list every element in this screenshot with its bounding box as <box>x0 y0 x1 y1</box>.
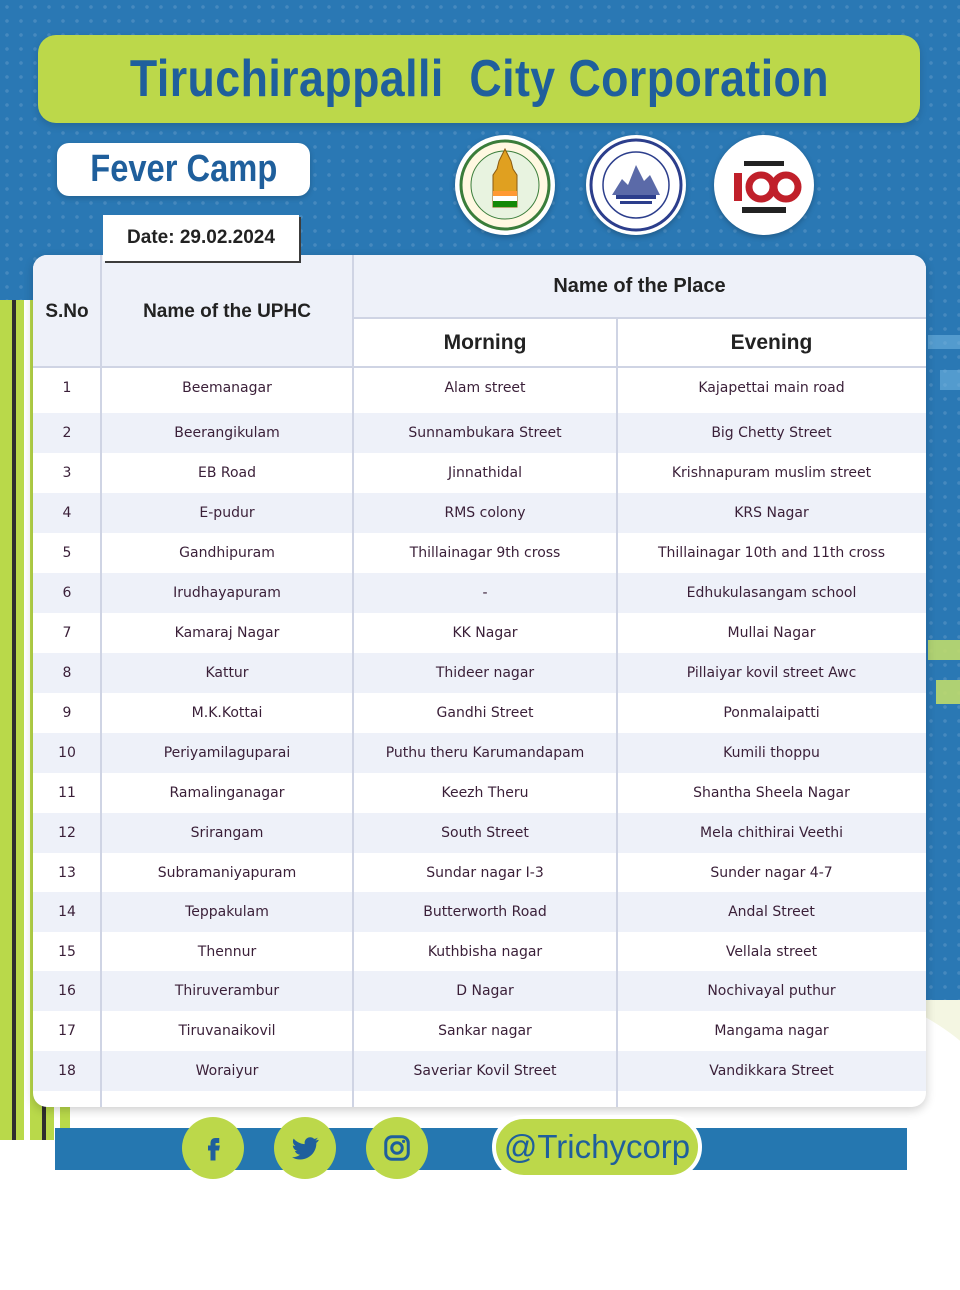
cell-evening: Nochivayal puthur <box>707 983 836 999</box>
kalaignar-100-icon <box>714 135 814 235</box>
subtitle-pill <box>57 143 310 196</box>
column-divider <box>352 255 354 1107</box>
table-row <box>33 1011 926 1051</box>
column-header-sno: S.No <box>45 300 89 322</box>
cell-evening: Shantha Sheela Nagar <box>693 785 850 801</box>
table-header <box>33 255 926 368</box>
table-row <box>33 853 926 893</box>
instagram-icon <box>382 1133 412 1163</box>
cell-evening: KRS Nagar <box>734 505 809 521</box>
table-row <box>33 773 926 813</box>
column-header-place: Name of the Place <box>553 274 726 297</box>
cell-evening: Ponmalaipatti <box>723 705 820 721</box>
facebook-icon <box>198 1133 228 1163</box>
cell-uphc: Kattur <box>205 665 249 681</box>
cell-uphc: Gandhipuram <box>179 545 275 561</box>
cell-morning: South Street <box>441 825 529 841</box>
cell-uphc: M.K.Kottai <box>191 705 263 721</box>
cell-evening: Edhukulasangam school <box>686 585 857 601</box>
cell-evening: Mangama nagar <box>714 1023 829 1039</box>
table-row <box>33 932 926 972</box>
column-divider <box>100 255 102 1107</box>
cell-evening: Mullai Nagar <box>727 625 816 641</box>
cell-morning: Puthu theru Karumandapam <box>385 745 585 761</box>
facebook-button[interactable] <box>182 1117 244 1179</box>
decorative-square <box>928 640 960 660</box>
cell-sno: 14 <box>58 904 76 920</box>
cell-uphc: Subramaniyapuram <box>157 865 297 881</box>
cell-morning: Keezh Theru <box>441 785 529 801</box>
cell-evening: Mela chithirai Veethi <box>700 825 843 841</box>
cell-morning: Gandhi Street <box>436 705 534 721</box>
table-row <box>33 573 926 613</box>
table-row <box>33 1051 926 1091</box>
cell-sno: 8 <box>62 665 72 681</box>
cell-morning: Butterworth Road <box>423 904 547 920</box>
cell-sno: 7 <box>62 625 72 641</box>
cell-evening: Sunder nagar 4-7 <box>710 865 833 881</box>
column-header-uphc: Name of the UPHC <box>143 300 311 322</box>
cell-sno: 6 <box>62 585 72 601</box>
cell-morning: Saveriar Kovil Street <box>413 1063 557 1079</box>
cell-sno: 9 <box>62 705 72 721</box>
instagram-button[interactable] <box>366 1117 428 1179</box>
cell-evening: Krishnapuram muslim street <box>671 465 872 481</box>
table-row <box>33 892 926 932</box>
table-row <box>33 368 926 408</box>
cell-uphc: Beemanagar <box>182 380 272 396</box>
cell-morning: - <box>482 585 488 601</box>
cell-sno: 17 <box>58 1023 76 1039</box>
cell-uphc: Tiruvanaikovil <box>178 1023 276 1039</box>
cell-sno: 1 <box>62 380 72 396</box>
cell-uphc: Srirangam <box>190 825 264 841</box>
social-handle: @Trichycorp <box>503 1128 691 1165</box>
table-row <box>33 453 926 493</box>
cell-uphc: EB Road <box>197 465 257 481</box>
cell-uphc: Thennur <box>197 944 257 960</box>
decorative-square <box>940 370 960 390</box>
cell-evening: Vandikkara Street <box>709 1063 834 1079</box>
cell-morning: Sankar nagar <box>438 1023 532 1039</box>
table-row <box>33 653 926 693</box>
cell-morning: Sundar nagar I-3 <box>426 865 544 881</box>
cell-uphc: Teppakulam <box>185 904 269 920</box>
cell-uphc: Thiruverambur <box>174 983 280 999</box>
cell-uphc: Periyamilaguparai <box>163 745 291 761</box>
table-row <box>33 813 926 853</box>
page-title: Tiruchirappalli City Corporation <box>129 50 829 108</box>
column-header-morning: Morning <box>443 330 527 354</box>
cell-sno: 12 <box>58 825 76 841</box>
cell-uphc: Kamaraj Nagar <box>174 625 280 641</box>
cell-evening: Vellala street <box>725 944 818 960</box>
table-row <box>33 493 926 533</box>
cell-evening: Pillaiyar kovil street Awc <box>686 665 857 681</box>
column-header-evening: Evening <box>730 330 813 354</box>
decorative-square <box>928 335 960 349</box>
cell-evening: Thillainagar 10th and 11th cross <box>657 545 886 561</box>
twitter-icon <box>289 1132 321 1164</box>
kalaignar-100-logo <box>714 135 814 235</box>
table-row <box>33 733 926 773</box>
column-divider <box>616 317 618 1107</box>
cell-uphc: Ramalinganagar <box>169 785 285 801</box>
cell-evening: Big Chetty Street <box>711 425 832 441</box>
tamil-nadu-emblem-icon <box>455 135 555 235</box>
cell-sno: 13 <box>58 865 76 881</box>
table-row <box>33 693 926 733</box>
cell-morning: KK Nagar <box>452 625 518 641</box>
date-label: Date: 29.02.2024 <box>127 227 275 248</box>
cell-morning: Jinnathidal <box>448 465 522 481</box>
cell-sno: 4 <box>62 505 72 521</box>
cell-sno: 18 <box>58 1063 76 1079</box>
cell-evening: Andal Street <box>728 904 815 920</box>
city-corporation-seal <box>586 135 686 235</box>
fever-camp-table <box>33 255 926 1107</box>
city-corporation-seal-icon <box>586 135 686 235</box>
tamil-nadu-emblem <box>455 135 555 235</box>
cell-uphc: Beerangikulam <box>174 425 280 441</box>
cell-sno: 2 <box>62 425 72 441</box>
cell-sno: 10 <box>58 745 76 761</box>
cell-sno: 15 <box>58 944 76 960</box>
cell-sno: 5 <box>62 545 72 561</box>
date-box <box>103 215 299 261</box>
title-banner <box>38 35 920 123</box>
table-row <box>33 533 926 573</box>
twitter-button[interactable] <box>274 1117 336 1179</box>
table-row <box>33 971 926 1011</box>
cell-morning: Thillainagar 9th cross <box>409 545 561 561</box>
table-row <box>33 413 926 453</box>
cell-sno: 11 <box>58 785 76 801</box>
cell-morning: Thideer nagar <box>435 665 535 681</box>
cell-evening: Kumili thoppu <box>723 745 820 761</box>
cell-uphc: E-pudur <box>199 505 255 521</box>
cell-morning: Kuthbisha nagar <box>427 944 543 960</box>
cell-sno: 16 <box>58 983 76 999</box>
cell-morning: Alam street <box>444 380 526 396</box>
decorative-square <box>936 680 960 704</box>
cell-sno: 3 <box>62 465 72 481</box>
page-subtitle: Fever Camp <box>89 148 278 190</box>
table-row <box>33 613 926 653</box>
cell-uphc: Woraiyur <box>195 1063 259 1079</box>
cell-uphc: Irudhayapuram <box>173 585 281 601</box>
cell-morning: RMS colony <box>444 505 526 521</box>
cell-evening: Kajapettai main road <box>698 380 845 396</box>
cell-morning: Sunnambukara Street <box>408 425 562 441</box>
social-handle-pill[interactable] <box>492 1115 702 1179</box>
cell-morning: D Nagar <box>456 983 514 999</box>
